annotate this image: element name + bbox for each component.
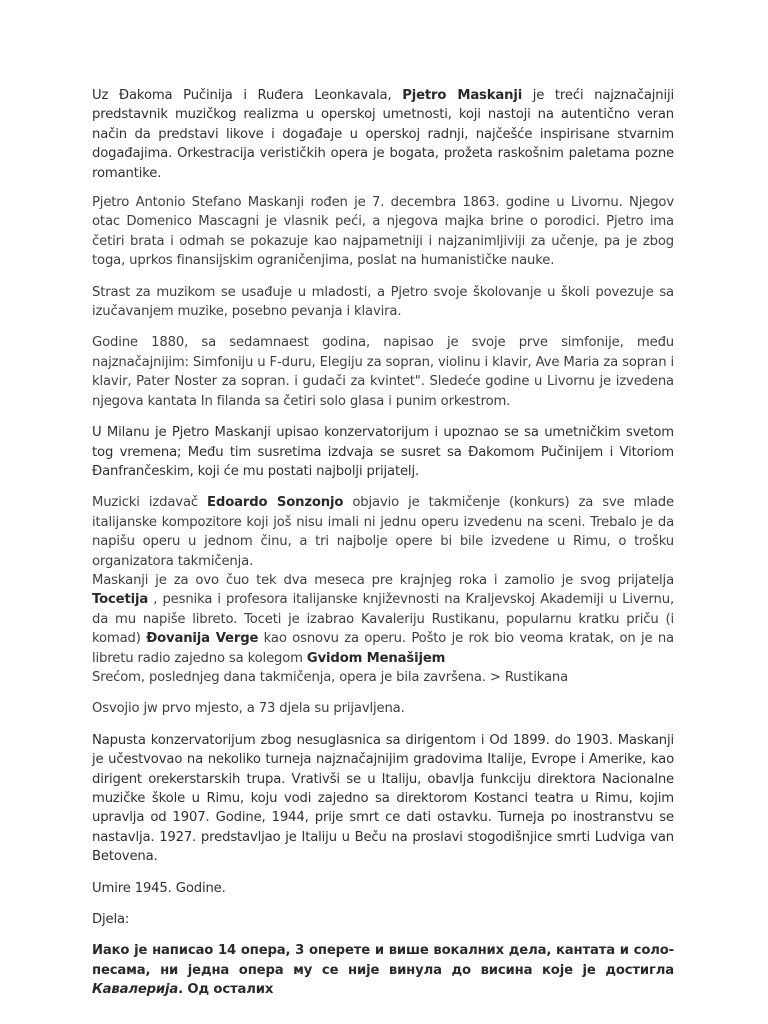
text-run: Иако је написао 14 опера, 3 оперете и више вокалних дела, кантата и соло-песама, ни једна опера му се није винула до висина које је достигла — [92, 943, 674, 978]
paragraph-first-works: Godine 1880, sa sedamnaest godina, napisao je svoje prve simfonije, među najznačajnijim: Simfoniju u F-duru, Elegiju za sopran, violinu i klavir, Ave Maria za sopran i klavir, Pater Noster za sopran. i gudači za kvintet". Sledeće godine u Livornu je izvedena njegova kantata In filanda sa četiri solo glasa i punim orkestrom. — [92, 335, 674, 409]
paragraph-birth: Pjetro Antonio Stefano Maskanji rođen je 7. decembra 1863. godine u Livornu. Njegov otac Domenico Mascagni je vlasnik peći, a njegova majka brine o porodici. Pjetro ima četiri brata i odmah se pokazuje kao najpametniji i najzanimljiviji za učenje, pa je zbog toga, uprkos finansijskim ograničenjima, poslat na humanističke nauke. — [92, 195, 674, 269]
paragraph-intro — [92, 86, 674, 183]
bold-name: Đovanija Verge — [146, 631, 259, 647]
paragraph-career: Napusta konzervatorijum zbog nesuglasnica sa dirigentom i Od 1899. do 1903. Maskanji je učestvovao na nekoliko turneja najznačajnijim gradovima Italije, Evrope i Amerike, kao dirigent orekerstarskih trupa. Vrativši se u Italiju, obavlja funkciju direktora Nacionalne muzičke škole u Rimu, koju vodi zajedno sa direktorom Kostanci teatra u Rimu, kojim upravlja od 1907. Godine, 1944, prije smrt ce dati ostavku. Turneja po inostranstvu se nastavlja. 1927. predstavljao je Italiju u Beču na proslavi stogodišnjice smrti Ludviga van Betovena. — [92, 732, 674, 865]
text-run: Muzicki izdavač — [92, 495, 208, 511]
text-run: . Од осталих — [178, 982, 274, 998]
text-run: , pesnika i profesora italijanske književnosti na Kraljevskoj Akademiji u Livernu, da mu napiše libreto. Toceti je izabrao Kavaleriju Rustikanu, popularnu kratku priču (i komad) — [92, 592, 674, 647]
paragraph-death: Umire 1945. Godine. — [92, 880, 226, 896]
paragraph-competition — [92, 493, 674, 571]
text-run: kao osnovu za operu. Pošto je rok bio veoma kratak, on je na libretu radio zajedno sa kolegom — [92, 631, 674, 666]
paragraph-finished: Srećom, poslednjeg dana takmičenja, opera je bila završena. > Rustikana — [92, 669, 569, 685]
italic-title: Кавалерија — [92, 982, 179, 998]
document-page — [92, 86, 674, 1000]
bold-name: Edoardo Sonzonjo — [207, 495, 344, 511]
bold-name: Pjetro Maskanji — [402, 88, 523, 103]
paragraph-libretto — [92, 571, 674, 668]
paragraph-won: Osvojio jw prvo mjesto, a 73 djela su prijavljena. — [92, 701, 405, 717]
text-run: je treći najznačajniji predstavnik muzičkog realizma u operskoj umetnosti, koji nastoji na autentično veran način da predstavi likove i događaje u operskoj radnji, najčešće inspirisane stvarnim događajima. Orkestracija verističkih opera je bogata, prožeta raskošnim paletama pozne romantike. — [92, 88, 675, 181]
bold-name: Gvidom Menašijem — [306, 650, 446, 666]
paragraph-milan: U Milanu je Pjetro Maskanji upisao konzervatorijum i upoznao se sa umetničkim svetom tog vremena; Među tim susretima izdvaja se susret sa Đakomom Pučinijem i Vitoriom Đanfrančeskim, koji će mu postati najbolji prijatelj. — [92, 425, 674, 479]
paragraph-works-cyrillic — [92, 941, 674, 999]
heading-works: Djela: — [92, 912, 130, 928]
paragraph-youth: Strast za muzikom se usađuje u mladosti, a Pjetro svoje školovanje u školi povezuje sa izučavanjem muzike, posebno pevanja i klavira. — [92, 284, 674, 320]
text-run: Maskanji je za ovo čuo tek dva meseca pre krajnjeg roka i zamolio je svog prijatelja — [92, 572, 674, 588]
bold-name: Tocetija — [92, 592, 149, 608]
text-run: Uz Đakoma Pučinija i Ruđera Leonkavala, — [92, 88, 403, 103]
text-run: objavio je takmičenje (konkurs) za sve mlade italijanske kompozitore koji još nisu imali ni jednu operu izvedenu na sceni. Trebalo je da napišu operu u jednom činu, a tri najbolje opere bi bile izvedene u Rimu, o trošku organizatora takmičenja. — [92, 495, 674, 569]
